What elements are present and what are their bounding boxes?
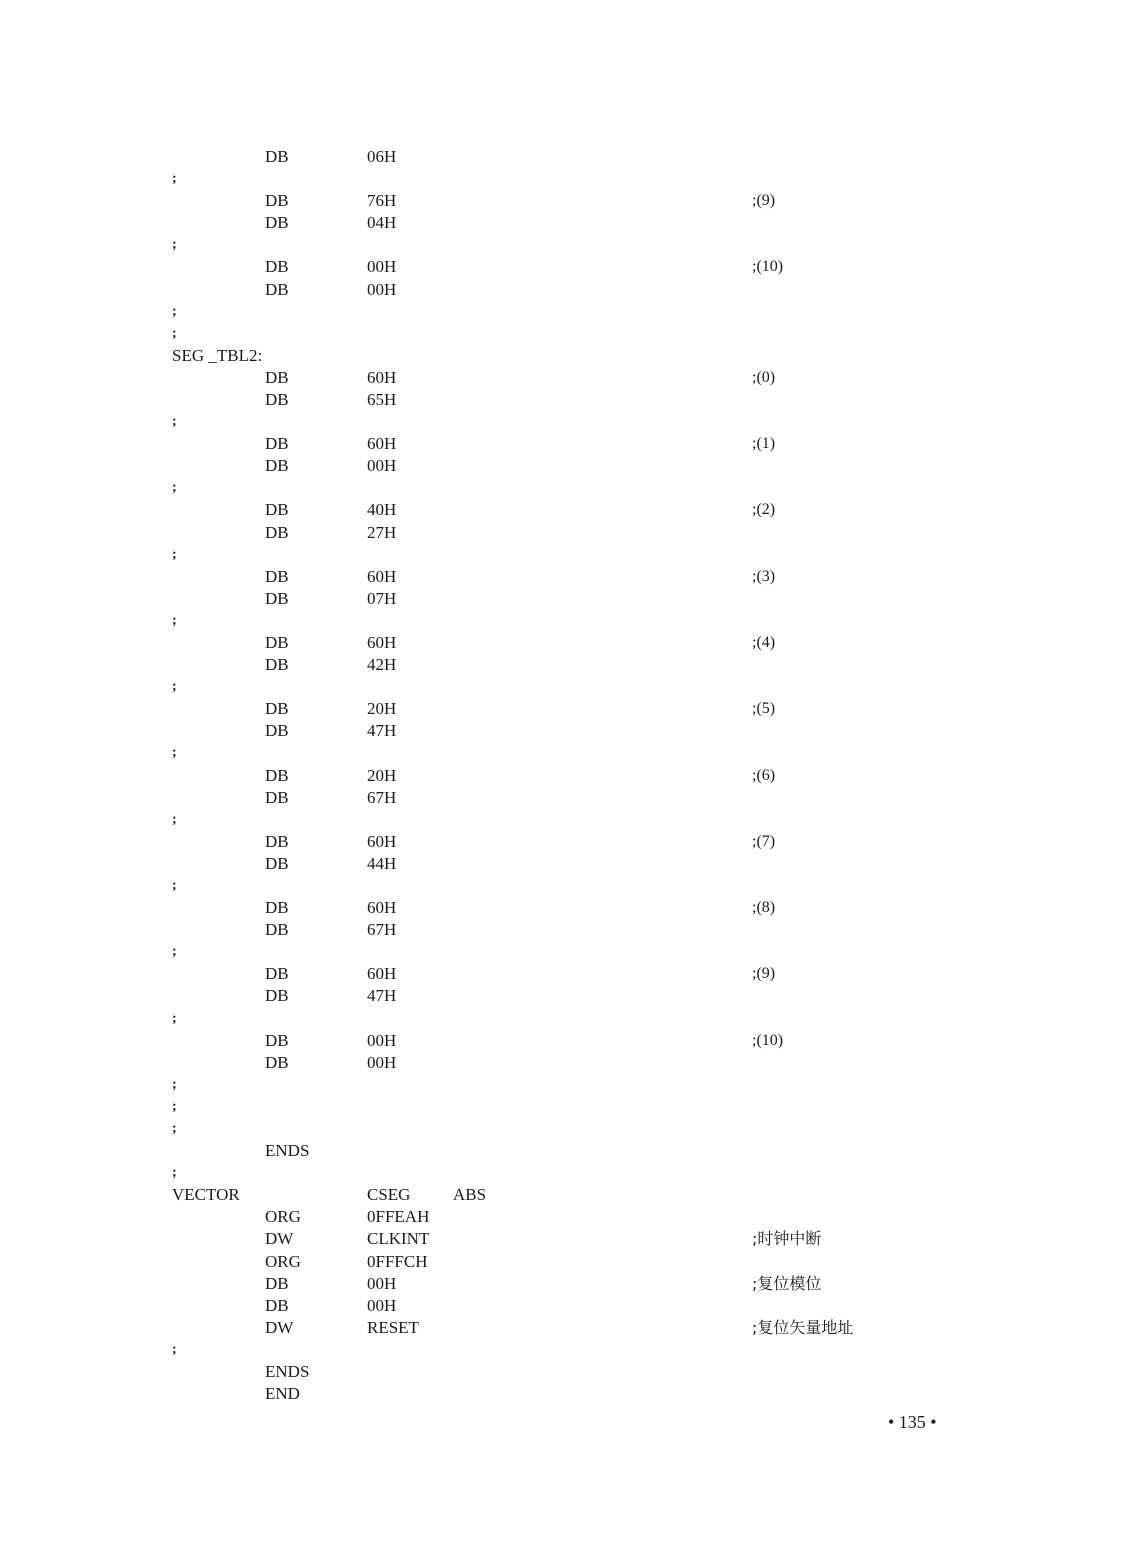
line-operand: 00H: [367, 279, 397, 299]
code-line: [0, 632, 1122, 654]
line-opcode: DB: [265, 1295, 289, 1315]
line-operand: 60H: [367, 367, 397, 387]
code-line: [0, 168, 1122, 190]
code-line: [0, 433, 1122, 455]
line-opcode: DB: [265, 986, 289, 1006]
code-line: [0, 1162, 1122, 1184]
line-opcode: DB: [265, 434, 289, 454]
line-operand: 60H: [367, 964, 397, 984]
line-label: SEG _TBL2:: [172, 345, 263, 365]
line-operand: 00H: [367, 1052, 397, 1072]
line-comment: ;(0): [752, 368, 776, 386]
code-line: [0, 610, 1122, 632]
line-label: ;: [172, 745, 177, 761]
line-opcode: ENDS: [265, 1141, 310, 1160]
line-operand: 27H: [367, 522, 397, 542]
line-label: ;: [172, 237, 177, 253]
line-opcode: DB: [265, 588, 289, 608]
line-operand: 67H: [367, 920, 397, 940]
code-line: [0, 1251, 1122, 1273]
code-line: [0, 1273, 1122, 1295]
code-line: [0, 1030, 1122, 1052]
code-line: [0, 212, 1122, 234]
line-opcode: ORG: [265, 1207, 301, 1227]
line-operand-extra: ABS: [453, 1185, 487, 1205]
line-operand: 07H: [367, 588, 397, 608]
line-operand: 06H: [367, 147, 397, 166]
line-operand: 44H: [367, 853, 397, 873]
line-comment: ;复位模位: [752, 1273, 822, 1293]
code-line: [0, 234, 1122, 256]
line-label: ;: [172, 1341, 177, 1357]
line-opcode: DB: [265, 898, 289, 918]
code-line: [0, 1295, 1122, 1317]
line-opcode: DB: [265, 699, 289, 719]
line-operand: 0FFEAH: [367, 1207, 430, 1227]
line-opcode: DB: [265, 964, 289, 984]
line-operand: 20H: [367, 699, 397, 719]
code-line: [0, 654, 1122, 676]
line-label: ;: [172, 1165, 177, 1181]
line-opcode: DB: [265, 257, 289, 277]
line-label: ;: [172, 546, 177, 562]
code-line: [0, 787, 1122, 809]
line-comment: ;(5): [752, 700, 776, 718]
line-operand: 60H: [367, 898, 397, 918]
code-line: [0, 831, 1122, 853]
line-comment: ;(7): [752, 832, 776, 850]
code-line: [0, 455, 1122, 477]
line-operand: CLKINT: [367, 1229, 430, 1249]
line-operand: 40H: [367, 500, 397, 520]
code-line: [0, 985, 1122, 1007]
line-label: ;: [172, 944, 177, 960]
line-opcode: DB: [265, 787, 289, 807]
code-line: [0, 1184, 1122, 1206]
line-label: ;: [172, 480, 177, 496]
line-operand: CSEG: [367, 1185, 411, 1205]
line-comment: ;复位矢量地址: [752, 1317, 854, 1337]
line-opcode: ENDS: [265, 1362, 310, 1381]
code-line: [0, 897, 1122, 919]
code-line: [0, 323, 1122, 345]
line-comment: ;(9): [752, 192, 776, 210]
line-label: ;: [172, 303, 177, 319]
code-line: [0, 720, 1122, 742]
line-comment: ;(1): [752, 435, 776, 453]
page-number: • 135 •: [888, 1412, 937, 1432]
line-operand: 65H: [367, 390, 397, 409]
line-opcode: DB: [265, 633, 289, 652]
line-operand: 60H: [367, 633, 397, 652]
line-label: ;: [172, 679, 177, 695]
code-line: [0, 1096, 1122, 1118]
line-operand: 47H: [367, 721, 397, 741]
line-label: ;: [172, 612, 177, 628]
code-line: [0, 941, 1122, 963]
line-label: ;: [172, 811, 177, 827]
code-line: [0, 1383, 1122, 1405]
line-opcode: DB: [265, 655, 289, 675]
code-line: [0, 367, 1122, 389]
code-line: [0, 1317, 1122, 1339]
line-opcode: DB: [265, 853, 289, 873]
line-opcode: DB: [265, 1273, 289, 1293]
line-operand: 47H: [367, 986, 397, 1006]
line-label: VECTOR: [172, 1185, 240, 1205]
code-line: [0, 1052, 1122, 1074]
code-line: [0, 1228, 1122, 1250]
line-opcode: DB: [265, 721, 289, 741]
line-label: ;: [172, 1121, 177, 1136]
line-opcode: DB: [265, 920, 289, 940]
line-opcode: DB: [265, 1052, 289, 1072]
line-opcode: DB: [265, 191, 289, 211]
line-label: ;: [172, 1076, 177, 1092]
code-line: [0, 1140, 1122, 1162]
code-line: [0, 345, 1122, 367]
line-opcode: DB: [265, 566, 289, 586]
line-opcode: DB: [265, 213, 289, 233]
line-operand: 0FFFCH: [367, 1251, 428, 1271]
line-operand: 20H: [367, 765, 397, 785]
line-opcode: DB: [265, 390, 289, 409]
line-operand: 60H: [367, 434, 397, 454]
line-operand: 42H: [367, 655, 397, 675]
line-opcode: DB: [265, 831, 289, 851]
code-line: [0, 1339, 1122, 1361]
code-line: [0, 676, 1122, 698]
line-comment: ;(9): [752, 965, 776, 983]
line-opcode: DB: [265, 1030, 289, 1050]
line-comment: ;(10): [752, 1031, 784, 1049]
code-line: [0, 963, 1122, 985]
line-operand: 60H: [367, 566, 397, 586]
line-comment: ;(10): [752, 258, 784, 276]
code-line: [0, 522, 1122, 544]
code-line: [0, 256, 1122, 278]
code-line: [0, 698, 1122, 720]
line-opcode: DB: [265, 500, 289, 520]
code-line: [0, 279, 1122, 301]
line-opcode: DB: [265, 522, 289, 542]
line-comment: ;(4): [752, 634, 776, 651]
line-operand: 00H: [367, 1273, 397, 1293]
line-label: ;: [172, 171, 177, 187]
code-line: [0, 919, 1122, 941]
line-opcode: DB: [265, 147, 289, 166]
line-comment: ;(6): [752, 766, 776, 784]
line-opcode: DW: [265, 1229, 294, 1249]
code-line: [0, 544, 1122, 566]
line-comment: ;时钟中断: [752, 1229, 822, 1249]
line-operand: 67H: [367, 787, 397, 807]
code-line: [0, 588, 1122, 610]
code-line: [0, 411, 1122, 433]
line-operand: 00H: [367, 257, 397, 277]
line-operand: 00H: [367, 1030, 397, 1050]
line-operand: 00H: [367, 456, 397, 476]
code-line: [0, 875, 1122, 897]
code-line: [0, 853, 1122, 875]
line-operand: RESET: [367, 1317, 419, 1337]
line-label: ;: [172, 414, 177, 430]
line-opcode: DB: [265, 279, 289, 299]
line-label: ;: [172, 878, 177, 893]
line-opcode: DB: [265, 367, 289, 387]
line-comment: ;(8): [752, 899, 776, 917]
line-opcode: DB: [265, 765, 289, 785]
code-line: [0, 765, 1122, 787]
code-line: [0, 190, 1122, 212]
line-operand: 76H: [367, 191, 397, 211]
line-comment: ;(2): [752, 501, 776, 519]
code-line: [0, 1206, 1122, 1228]
code-line: [0, 1008, 1122, 1030]
code-line: [0, 499, 1122, 521]
line-label: ;: [172, 325, 177, 341]
line-comment: ;(3): [752, 567, 776, 585]
code-line: [0, 1118, 1122, 1140]
line-opcode: DB: [265, 456, 289, 476]
line-opcode: ORG: [265, 1251, 301, 1271]
line-operand: 60H: [367, 831, 397, 851]
code-line: [0, 146, 1122, 168]
code-line: [0, 301, 1122, 323]
code-line: [0, 477, 1122, 499]
code-line: [0, 742, 1122, 764]
code-line: [0, 566, 1122, 588]
code-line: [0, 1361, 1122, 1383]
code-line: [0, 1074, 1122, 1096]
line-operand: 00H: [367, 1295, 397, 1315]
line-label: ;: [172, 1010, 177, 1026]
line-opcode: END: [265, 1384, 300, 1403]
code-line: [0, 389, 1122, 411]
line-operand: 04H: [367, 213, 397, 233]
line-opcode: DW: [265, 1317, 294, 1337]
line-label: ;: [172, 1098, 177, 1114]
code-line: [0, 809, 1122, 831]
